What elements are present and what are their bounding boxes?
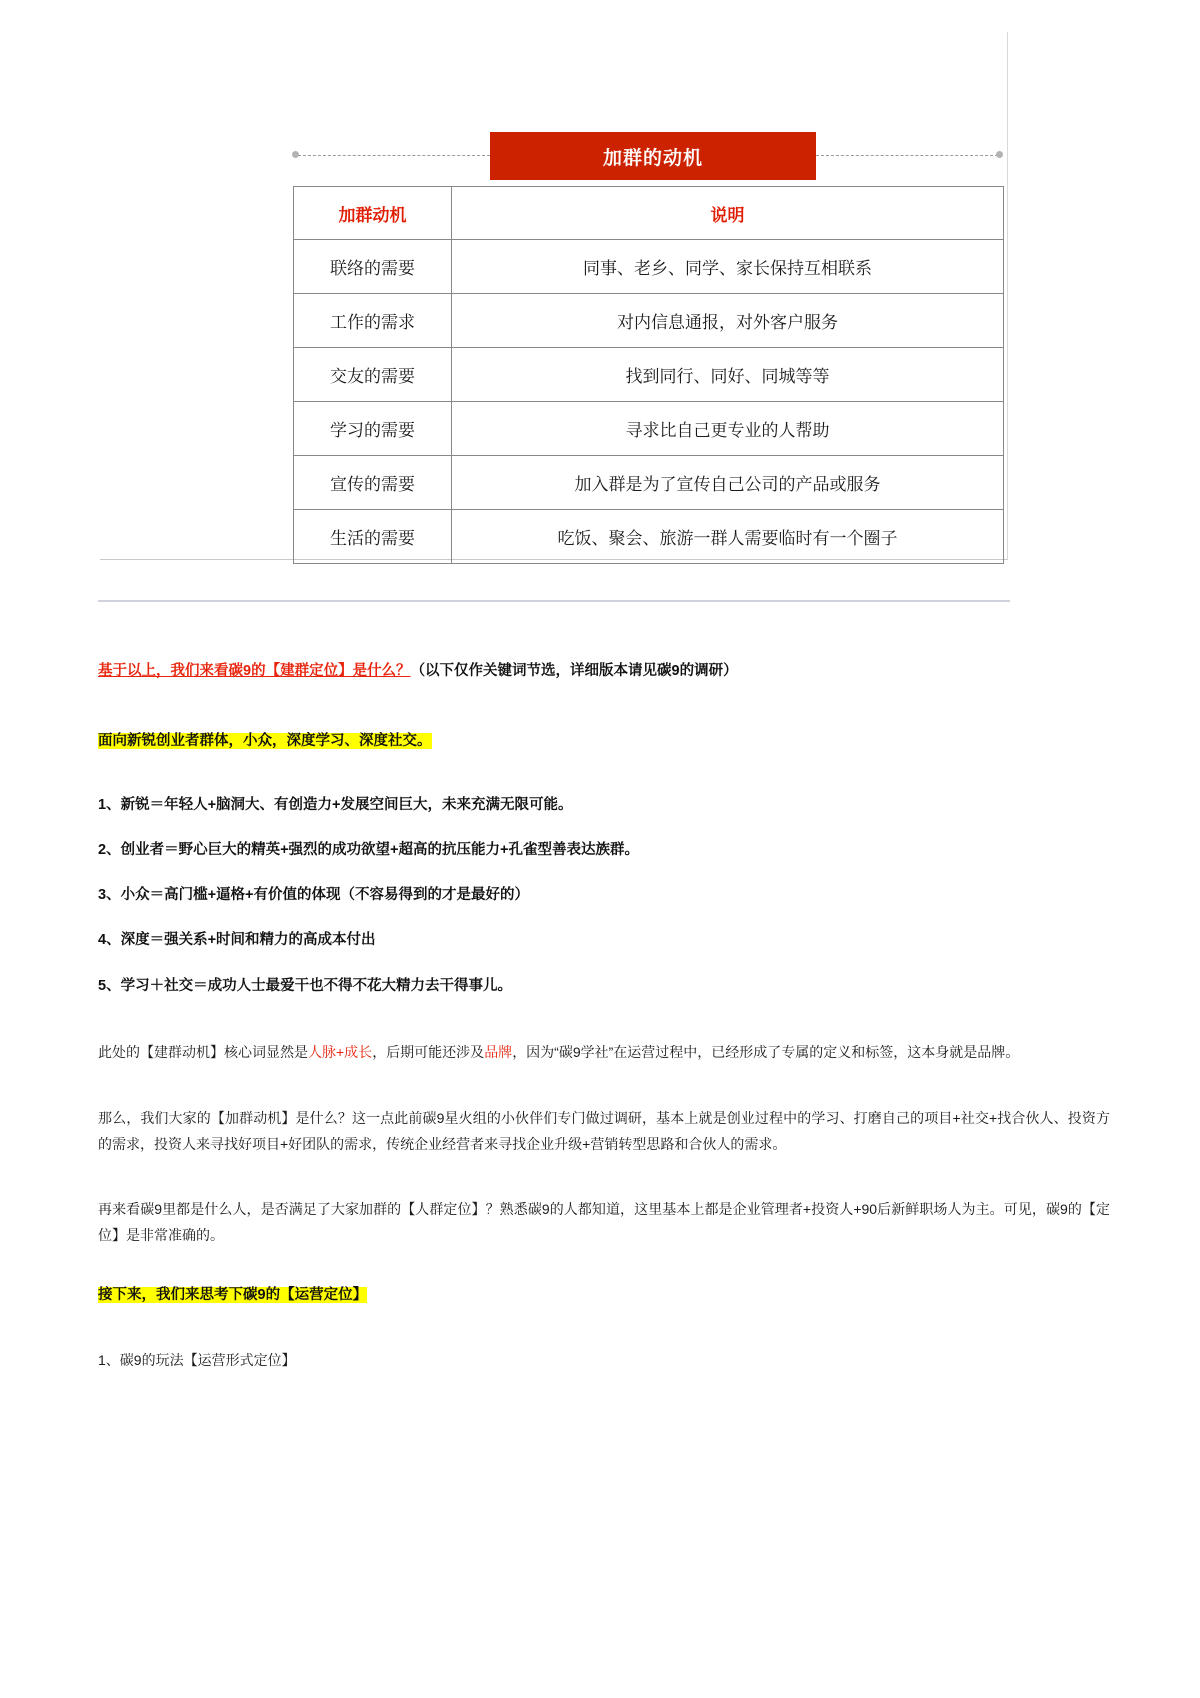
table-row <box>294 348 1004 402</box>
question-line-rest: （以下仅作关键词节选，详细版本请见碳9的调研） <box>410 663 738 679</box>
question-line-highlight: 基于以上，我们来看碳9的【建群定位】是什么？ <box>98 663 411 679</box>
paragraph-people-positioning: 再来看碳9里都是什么人，是否满足了大家加群的【人群定位】？熟悉碳9的人都知道，这里基本上都是企业管理者+投资人+90后新鲜职场人为主。可见，碳9的【定位】是非常准确的。 <box>98 1201 1110 1244</box>
para-core-red1: 人脉+成长 <box>308 1043 373 1060</box>
table-row <box>294 294 1004 348</box>
table-cell-description: 寻求比自己更专业的人帮助 <box>452 402 1004 456</box>
table-row <box>294 402 1004 456</box>
positioning-line <box>98 729 1110 754</box>
next-section-line <box>98 1283 1110 1308</box>
motive-table <box>293 186 1004 564</box>
dashed-line-right-icon <box>816 155 998 156</box>
para-core-part1: 此处的【建群动机】核心词显然是 <box>98 1043 308 1060</box>
slide-frame <box>100 32 1008 560</box>
table-cell-motive: 宣传的需要 <box>294 456 452 510</box>
banner-title: 加群的动机 <box>490 132 816 180</box>
horizontal-divider <box>98 600 1010 602</box>
table-cell-motive: 工作的需求 <box>294 294 452 348</box>
para-core-part2: ，后期可能还涉及 <box>372 1043 485 1060</box>
table-header-row <box>294 187 1004 240</box>
dashed-line-left-icon <box>298 155 490 156</box>
paragraph-join-motive: 那么，我们大家的【加群动机】是什么？这一点此前碳9星火组的小伙伴们专门做过调研，基本上就是创业过程中的学习、打磨自己的项目+社交+找合伙人、投资方的需求，投资人来寻找好项目+好团队的需求，传统企业经营者来寻找企业升级+营销转型思路和合伙人的需求。 <box>98 1109 1110 1152</box>
table-cell-motive: 学习的需要 <box>294 402 452 456</box>
table-cell-motive: 生活的需要 <box>294 510 452 564</box>
positioning-highlight: 面向新锐创业者群体，小众，深度学习、深度社交。 <box>98 733 432 750</box>
list-item: 5、学习＋社交＝成功人士最爱干也不得不花大精力去干得事儿。 <box>98 977 513 994</box>
para-core-part3: ，因为“碳9学社”在运营过程中，已经形成了专属的定义和标签，这本身就是品牌。 <box>512 1043 1020 1060</box>
next-section-highlight: 接下来，我们来思考下碳9的【运营定位】 <box>98 1287 368 1304</box>
table-cell-description: 找到同行、同好、同城等等 <box>452 348 1004 402</box>
list-item: 4、深度＝强关系+时间和精力的高成本付出 <box>98 932 376 949</box>
table-row <box>294 456 1004 510</box>
banner-row <box>290 132 1006 180</box>
list-item: 2、创业者＝野心巨大的精英+强烈的成功欲望+超高的抗压能力+孔雀型善表达族群。 <box>98 842 639 859</box>
document-body <box>98 600 1110 1403</box>
table-cell-description: 同事、老乡、同学、家长保持互相联系 <box>452 240 1004 294</box>
dash-dot-right-icon <box>996 151 1003 158</box>
table-header-motive: 加群动机 <box>294 187 452 240</box>
list-item: 1、新锐＝年轻人+脑洞大、有创造力+发展空间巨大，未来充满无限可能。 <box>98 796 573 813</box>
last-line: 1、碳9的玩法【运营形式定位】 <box>98 1351 296 1368</box>
table-row <box>294 510 1004 564</box>
para-core-red2: 品牌 <box>484 1043 513 1060</box>
table-cell-motive: 联络的需要 <box>294 240 452 294</box>
list-item: 3、小众＝高门槛+逼格+有价值的体现（不容易得到的才是最好的） <box>98 887 529 904</box>
paragraph-core-keywords <box>98 1040 1110 1066</box>
table-cell-description: 对内信息通报，对外客户服务 <box>452 294 1004 348</box>
table-cell-description: 加入群是为了宣传自己公司的产品或服务 <box>452 456 1004 510</box>
table-header-description: 说明 <box>452 187 1004 240</box>
table-cell-motive: 交友的需要 <box>294 348 452 402</box>
question-line <box>98 660 1110 683</box>
table-cell-description: 吃饭、聚会、旅游一群人需要临时有一个圈子 <box>452 510 1004 564</box>
table-row <box>294 240 1004 294</box>
keyword-list <box>98 794 1110 998</box>
